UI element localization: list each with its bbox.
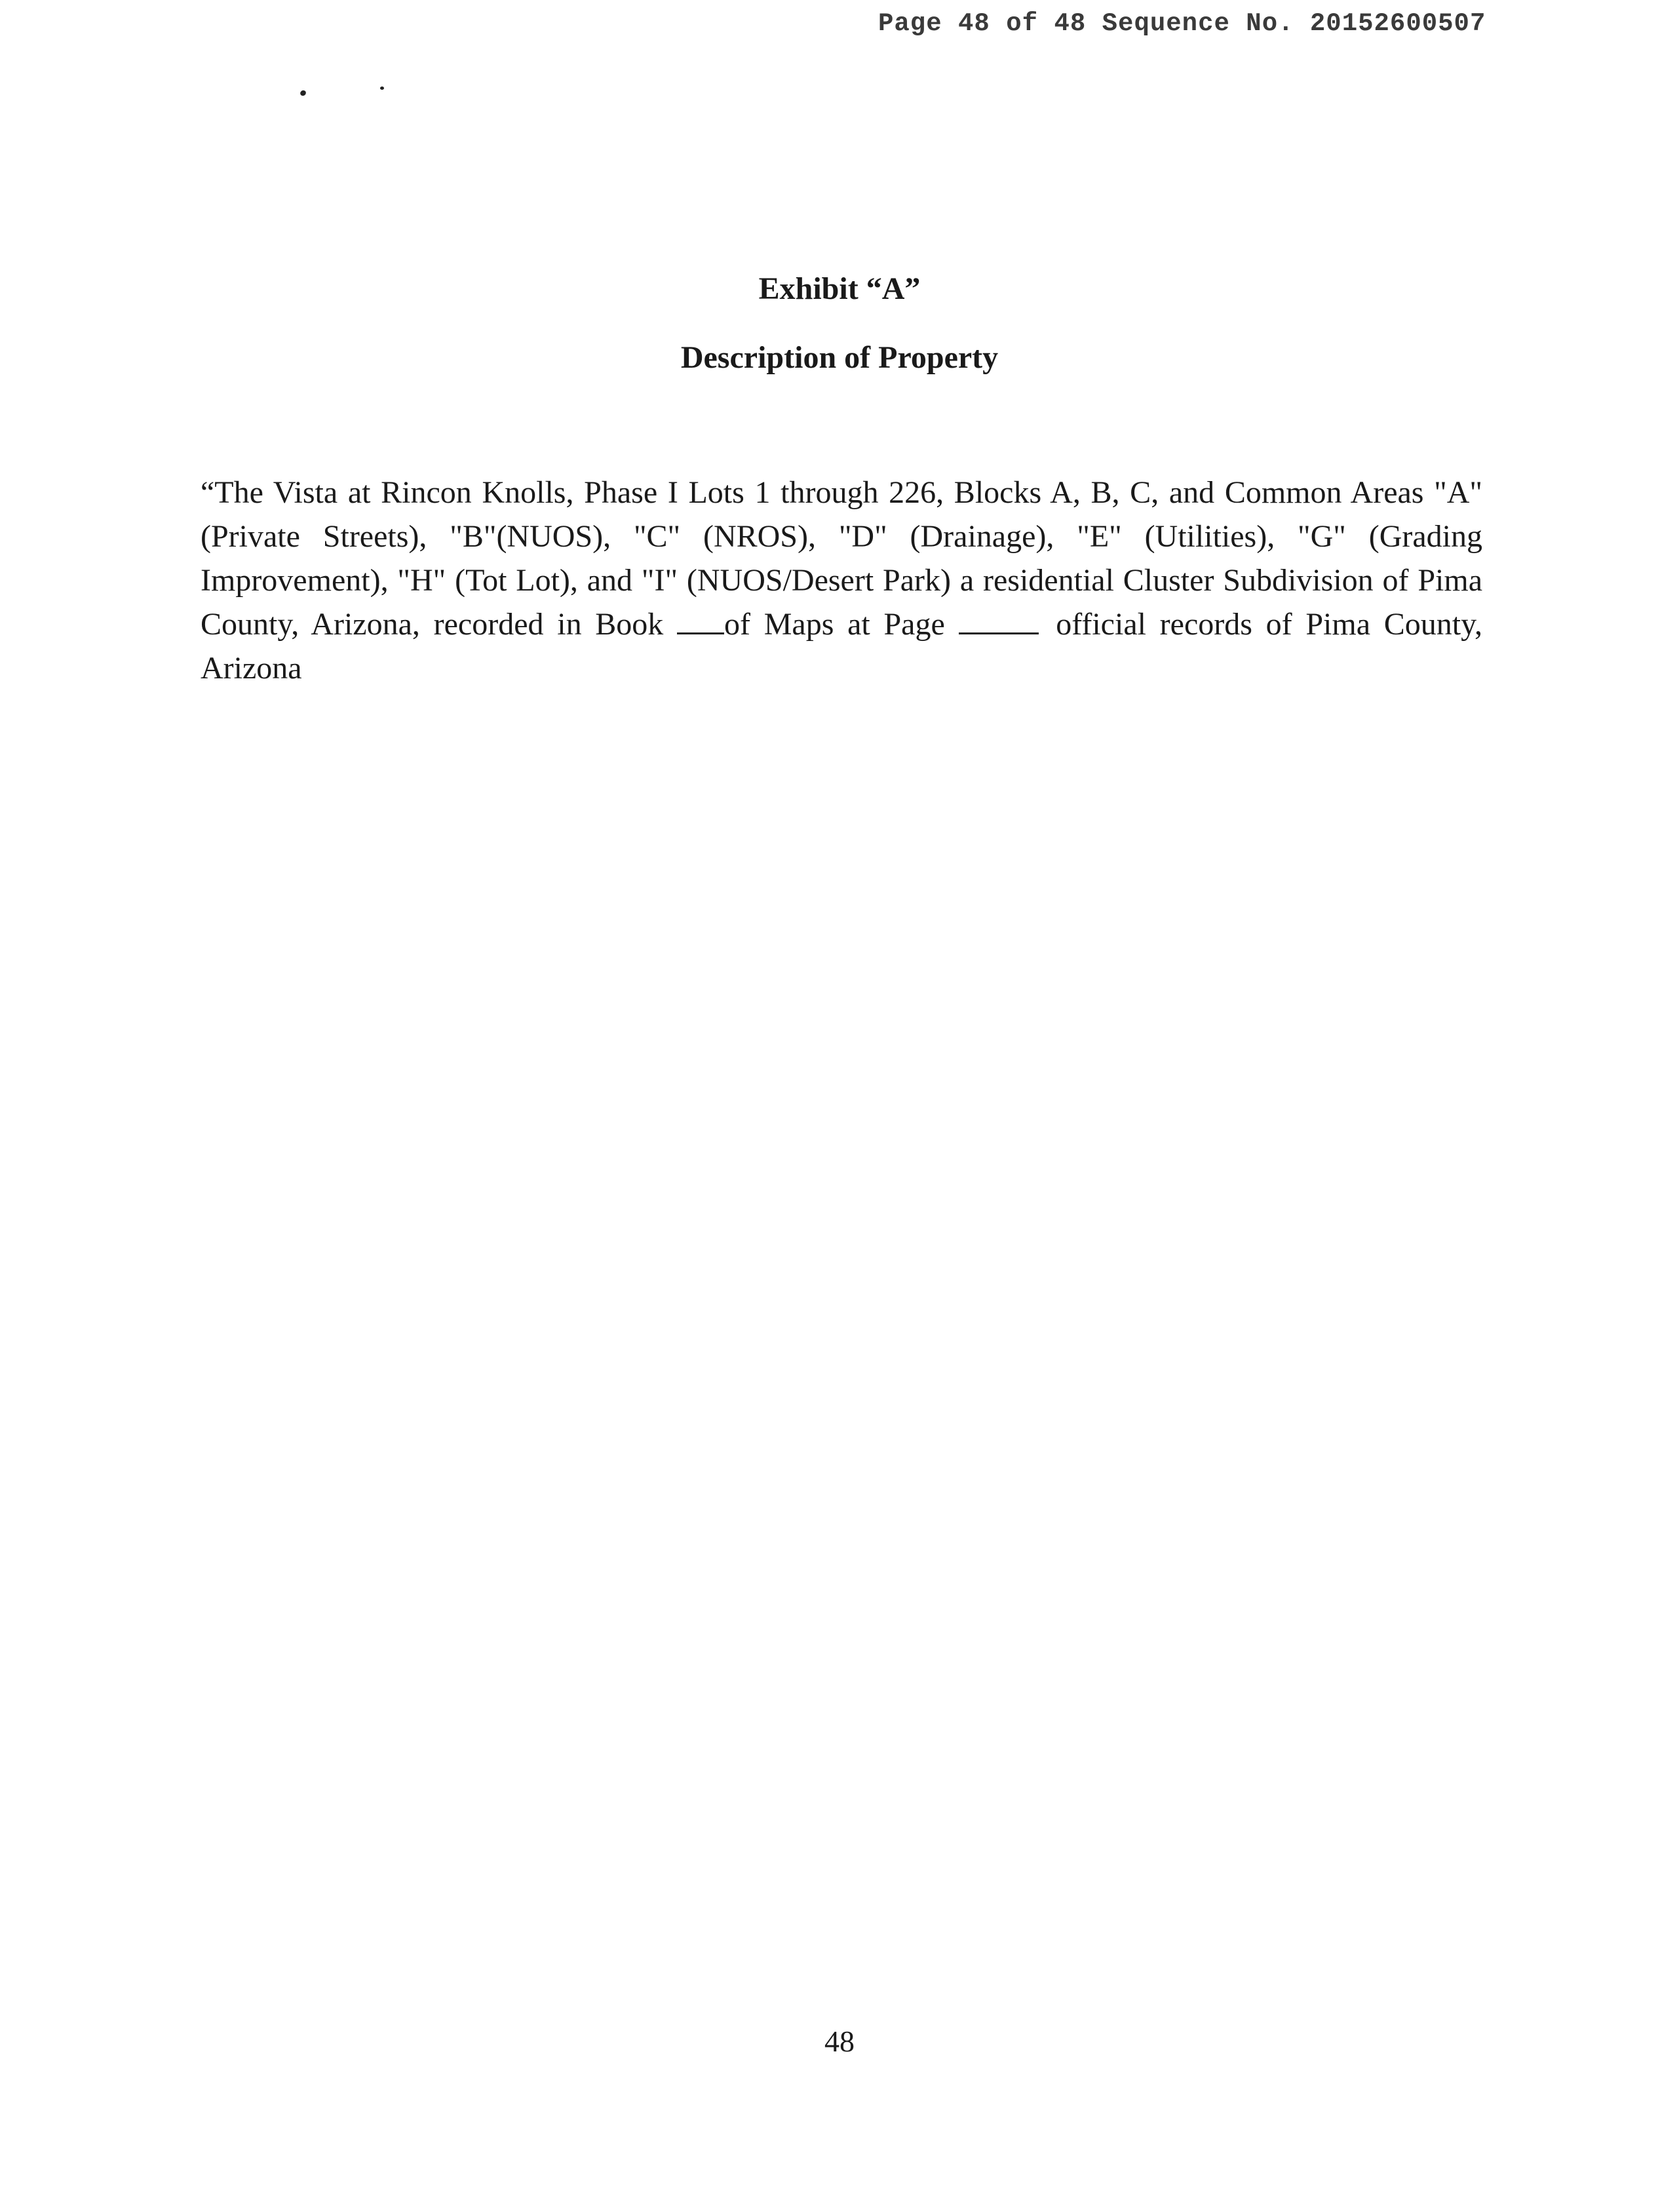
page-number-blank (959, 609, 1039, 634)
property-description (201, 471, 1482, 690)
exhibit-subtitle: Description of Property (680, 340, 999, 375)
exhibit-title: Exhibit “A” (758, 271, 921, 306)
description-text-part1: “The Vista at Rincon Knolls, Phase I Lots 1 through 226, Blocks A, B, C, and Common Areas "A"(Private Streets), "B"(NUOS), "C" (NROS), "D" (Drainage), "E" (Utilities), "G" (Grading Improvement), "H" (Tot Lot), and "I" (NUOS/Desert Park) a residential Cluster Subdivision of Pima County, Arizona, recorded in Book (201, 475, 1482, 642)
description-text-part2: of Maps at Page (724, 607, 959, 642)
page-sequence-header: Page 48 of 48 Sequence No. 20152600507 (878, 9, 1486, 38)
description-text-part3: official records of Pima County, Arizona (201, 607, 1482, 686)
scan-speck (380, 87, 384, 90)
book-number-blank (677, 609, 724, 634)
scan-speck (299, 89, 307, 96)
page-number: 48 (824, 2025, 855, 2058)
